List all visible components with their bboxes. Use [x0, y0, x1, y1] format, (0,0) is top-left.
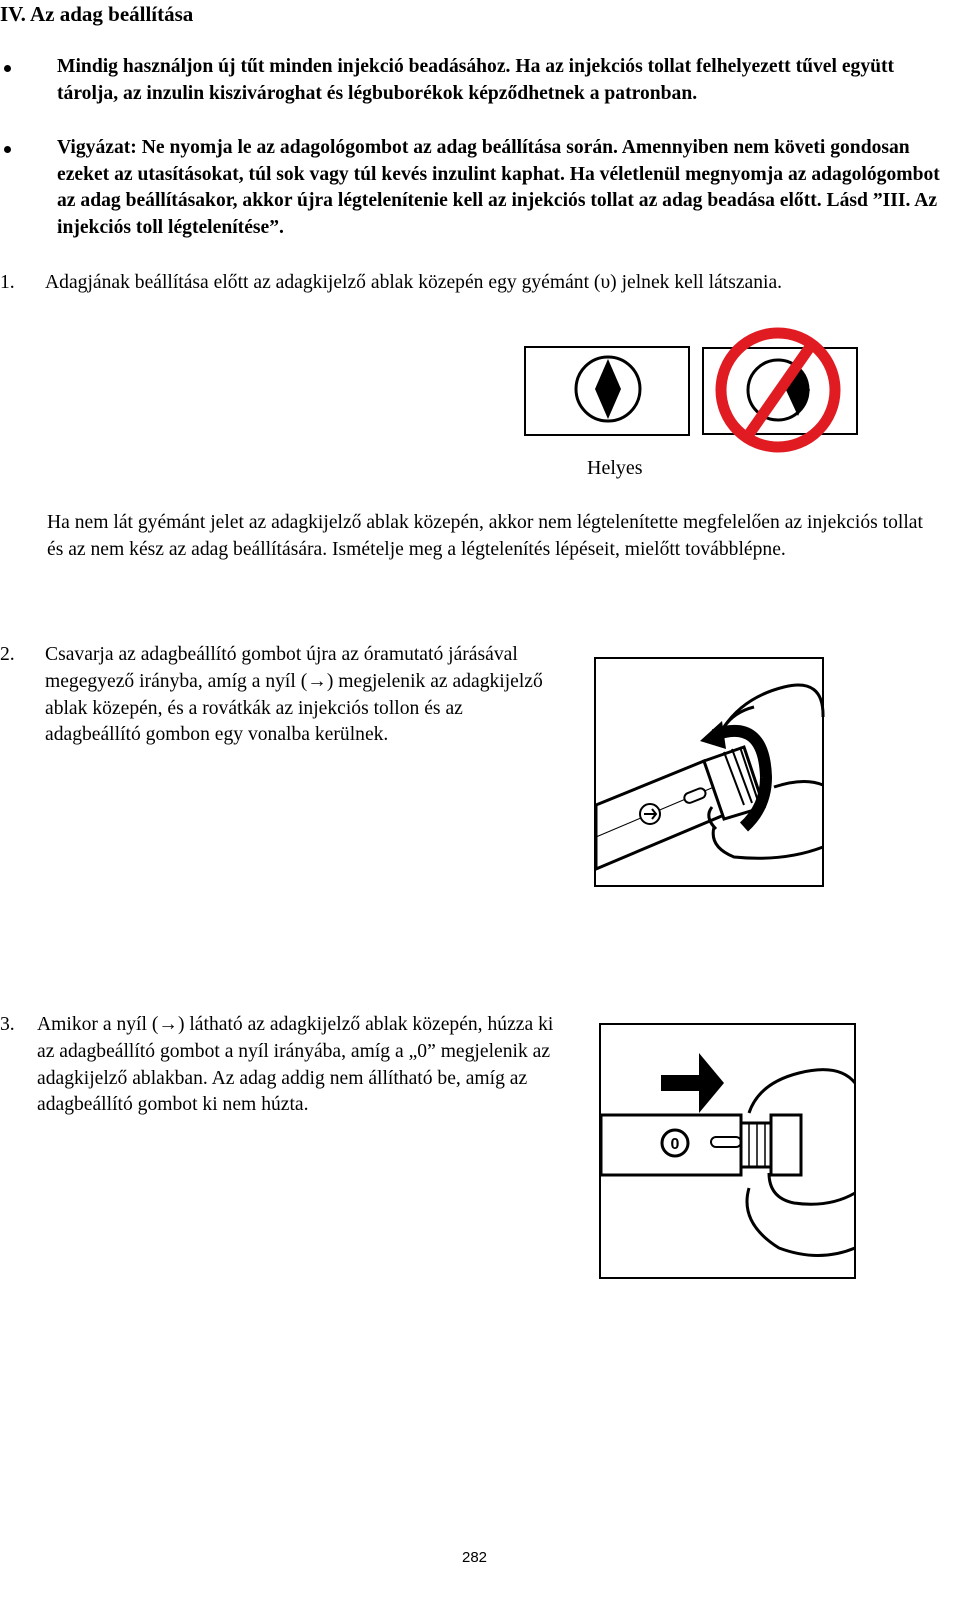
- bullet-marker: [4, 65, 11, 72]
- step-text: Csavarja az adagbeállító gombot újra az óramutató járásával megegyező irányba, amíg a nyíl (→) megjelenik az adagkijelző ablak közepén, és a rovátkák az injekciós tollon és az adagbeállító gombon egy vonalba kerülnek.: [45, 644, 543, 746]
- info-paragraph: Ha nem lát gyémánt jelet az adagkijelző ablak közepén, akkor nem légtelenítette megfelelően az injekciós tollat és az nem kész az adag beállítására. Ismételje meg a légtelenítés lépéseit, mielőtt továbblépne.: [47, 512, 923, 560]
- bullet-text: Vigyázat: Ne nyomja le az adagológombot az adag beállítása során. Amennyiben nem követi gondosan ezeket az utasításokat, túl sok vagy túl kevés inzulint kaphat. Ha véletlenül megnyomja az adagológombot az adag beállításakor, akkor újra légtelenítenie kell az injekciós tollat az adag beadása előtt. Lásd ”III. Az injekciós toll légtelenítése”.: [57, 137, 940, 238]
- step-number: 1.: [0, 272, 15, 293]
- bullet-marker: [4, 146, 11, 153]
- step-text: Adagjának beállítása előtt az adagkijelző ablak közepén egy gyémánt (υ) jelnek kell látszania.: [45, 272, 783, 293]
- dose-window-digit: 0: [670, 1136, 680, 1153]
- dose-window-incorrect-figure: [700, 324, 860, 456]
- figure-caption: Helyes: [587, 457, 643, 479]
- step-number: 3.: [0, 1014, 15, 1035]
- step-number: 2.: [0, 644, 15, 665]
- page-number: 282: [462, 1549, 488, 1566]
- step-text: Amikor a nyíl (→) látható az adagkijelző ablak közepén, húzza ki az adagbeállító gombot a nyíl irányába, amíg a „0” megjelenik az adagkijelző ablakban. Az adag addig nem állítható be, amíg az adagbeállító gombot ki nem húzta.: [37, 1014, 554, 1116]
- section-heading: IV. Az adag beállítása: [0, 2, 194, 26]
- pull-dose-knob-illustration: [599, 1023, 856, 1279]
- turn-dose-knob-illustration: [594, 657, 824, 887]
- dose-window-correct-figure: [524, 346, 690, 436]
- bullet-text: Mindig használjon új tűt minden injekció beadásához. Ha az injekciós tollat felhelyezett tűvel együtt tárolja, az inzulin kiszivároghat és légbuborékok képződhetnek a patronban.: [57, 56, 895, 104]
